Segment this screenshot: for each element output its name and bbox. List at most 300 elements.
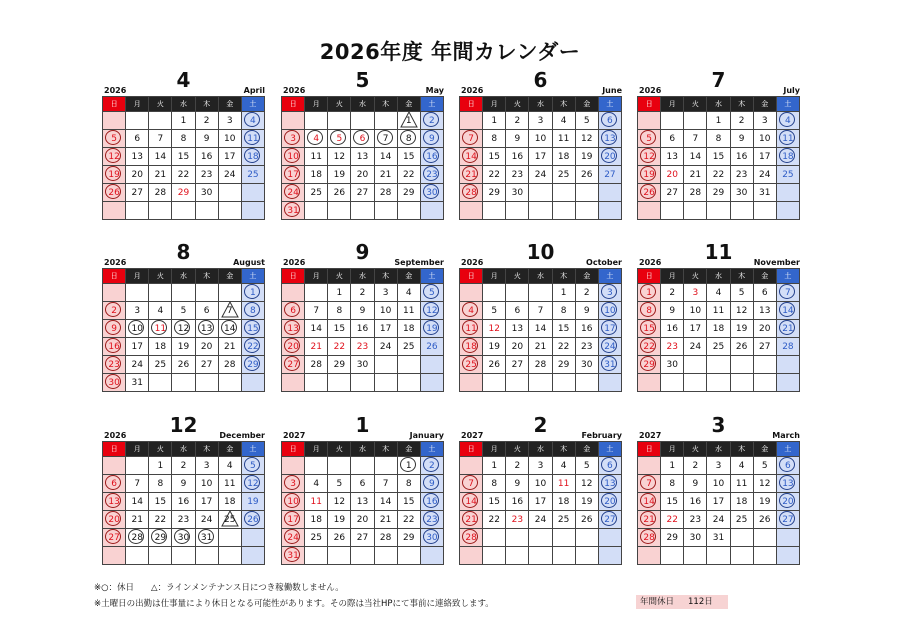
day-cell xyxy=(397,511,420,529)
day-cell xyxy=(218,511,241,529)
day-number: 11 xyxy=(712,305,725,316)
week-row xyxy=(460,338,622,356)
day-number: 29 xyxy=(333,359,346,370)
empty-cell xyxy=(460,457,483,475)
day-cell xyxy=(529,457,552,475)
empty-cell xyxy=(195,547,218,565)
day-cell xyxy=(638,302,661,320)
month-year: 2026 xyxy=(639,86,662,95)
day-number: 14 xyxy=(154,151,167,162)
empty-cell xyxy=(460,374,483,392)
day-cell xyxy=(753,511,776,529)
day-number: 28 xyxy=(465,532,477,543)
day-number: 9 xyxy=(203,133,210,144)
day-cell xyxy=(282,547,305,565)
week-row xyxy=(460,320,622,338)
weekday-header: 日 xyxy=(460,269,483,284)
empty-cell xyxy=(103,457,126,475)
day-number: 15 xyxy=(488,151,500,162)
day-number: 18 xyxy=(557,151,570,162)
day-number: 2 xyxy=(738,115,745,126)
day-cell xyxy=(483,457,506,475)
day-number: 10 xyxy=(759,133,771,144)
day-number: 12 xyxy=(426,305,438,316)
weekday-header: 金 xyxy=(397,269,420,284)
week-row xyxy=(282,112,444,130)
day-cell xyxy=(397,166,420,184)
day-number: 3 xyxy=(715,460,722,471)
day-cell xyxy=(305,130,328,148)
empty-cell xyxy=(420,202,443,220)
day-cell xyxy=(506,302,529,320)
empty-cell xyxy=(776,529,799,547)
week-row xyxy=(638,148,800,166)
day-cell xyxy=(684,130,707,148)
empty-cell xyxy=(684,112,707,130)
day-number: 1 xyxy=(405,115,412,126)
day-number: 4 xyxy=(560,115,567,126)
month-january xyxy=(281,413,444,565)
day-cell xyxy=(529,493,552,511)
day-cell xyxy=(351,130,374,148)
week-row xyxy=(282,475,444,493)
day-cell xyxy=(552,302,575,320)
weekday-header: 土 xyxy=(420,442,443,457)
day-number: 29 xyxy=(712,187,725,198)
weekday-header: 木 xyxy=(195,97,218,112)
day-number: 15 xyxy=(333,323,346,334)
day-cell xyxy=(483,356,506,374)
month-year: 2026 xyxy=(104,86,127,95)
day-cell xyxy=(707,529,730,547)
day-number: 3 xyxy=(290,478,296,489)
day-cell xyxy=(707,130,730,148)
weekday-header: 日 xyxy=(638,269,661,284)
day-cell xyxy=(172,511,195,529)
day-cell xyxy=(328,302,351,320)
day-number: 11 xyxy=(154,323,167,334)
day-cell xyxy=(351,356,374,374)
empty-cell xyxy=(241,202,264,220)
day-cell xyxy=(328,148,351,166)
week-row xyxy=(638,130,800,148)
day-cell xyxy=(149,356,172,374)
day-number: 1 xyxy=(669,460,676,471)
week-row xyxy=(282,547,444,565)
day-number: 6 xyxy=(359,478,366,489)
empty-cell xyxy=(684,374,707,392)
empty-cell xyxy=(149,112,172,130)
day-cell xyxy=(638,475,661,493)
day-number: 23 xyxy=(426,169,438,180)
day-number: 2 xyxy=(692,460,699,471)
month-year: 2027 xyxy=(283,431,306,440)
day-number: 10 xyxy=(131,323,143,334)
week-row xyxy=(638,374,800,392)
month-grid xyxy=(102,96,265,220)
day-cell xyxy=(776,493,799,511)
day-cell xyxy=(420,130,443,148)
day-cell xyxy=(374,302,397,320)
weekday-header: 金 xyxy=(575,442,598,457)
day-cell xyxy=(506,130,529,148)
week-row xyxy=(638,475,800,493)
empty-cell xyxy=(103,284,126,302)
day-number: 22 xyxy=(488,169,500,180)
month-april xyxy=(102,68,265,220)
day-number: 25 xyxy=(712,341,725,352)
day-number: 21 xyxy=(131,514,143,525)
day-cell xyxy=(149,320,172,338)
day-number: 10 xyxy=(689,305,702,316)
day-cell xyxy=(374,320,397,338)
day-number: 2 xyxy=(111,305,117,316)
empty-cell xyxy=(661,112,684,130)
day-cell xyxy=(483,302,506,320)
weekday-header: 火 xyxy=(506,97,529,112)
day-number: 15 xyxy=(177,151,190,162)
week-row xyxy=(103,130,265,148)
day-number: 22 xyxy=(154,514,167,525)
day-number: 18 xyxy=(465,341,477,352)
day-cell xyxy=(638,338,661,356)
day-number: 29 xyxy=(403,187,415,198)
empty-cell xyxy=(730,356,753,374)
day-number: 21 xyxy=(379,169,392,180)
day-cell xyxy=(172,112,195,130)
day-number: 16 xyxy=(511,151,524,162)
empty-cell xyxy=(305,457,328,475)
day-number: 9 xyxy=(738,133,745,144)
day-cell xyxy=(103,130,126,148)
day-number: 27 xyxy=(759,341,771,352)
day-cell xyxy=(172,493,195,511)
day-number: 13 xyxy=(759,305,771,316)
day-number: 17 xyxy=(131,341,143,352)
weekday-header: 土 xyxy=(598,269,621,284)
day-number: 4 xyxy=(157,305,164,316)
day-cell xyxy=(420,457,443,475)
month-number: 4 xyxy=(176,68,191,92)
day-number: 12 xyxy=(333,151,346,162)
day-cell xyxy=(374,184,397,202)
weekday-header: 木 xyxy=(374,442,397,457)
weekday-header: 月 xyxy=(483,269,506,284)
day-number: 5 xyxy=(111,133,117,144)
weekday-header: 火 xyxy=(506,269,529,284)
day-number: 8 xyxy=(646,305,652,316)
day-cell xyxy=(241,320,264,338)
day-cell xyxy=(460,130,483,148)
day-cell xyxy=(397,112,420,130)
day-cell xyxy=(661,148,684,166)
day-number: 19 xyxy=(759,496,771,507)
empty-cell xyxy=(460,284,483,302)
month-number: 6 xyxy=(533,68,548,92)
month-english-name: May xyxy=(425,86,444,95)
day-cell xyxy=(282,202,305,220)
day-number: 26 xyxy=(581,169,593,180)
day-cell xyxy=(305,529,328,547)
empty-cell xyxy=(529,284,552,302)
week-row xyxy=(103,148,265,166)
day-number: 26 xyxy=(247,514,259,525)
month-grid xyxy=(281,268,444,392)
empty-cell xyxy=(149,284,172,302)
weekday-header: 月 xyxy=(483,442,506,457)
day-number: 21 xyxy=(782,323,794,334)
day-number: 5 xyxy=(336,133,343,144)
day-number: 21 xyxy=(379,514,392,525)
day-cell xyxy=(776,130,799,148)
day-cell xyxy=(149,475,172,493)
day-cell xyxy=(684,511,707,529)
day-cell xyxy=(460,166,483,184)
day-cell xyxy=(506,356,529,374)
day-cell xyxy=(661,457,684,475)
weekday-header: 火 xyxy=(149,269,172,284)
weekday-header: 月 xyxy=(305,442,328,457)
day-cell xyxy=(460,511,483,529)
day-number: 1 xyxy=(405,460,412,471)
day-number: 31 xyxy=(604,359,616,370)
day-number: 27 xyxy=(287,359,299,370)
day-number: 25 xyxy=(247,169,259,180)
day-cell xyxy=(575,302,598,320)
day-number: 16 xyxy=(356,323,369,334)
day-cell xyxy=(460,338,483,356)
day-number: 16 xyxy=(177,496,190,507)
annual-holidays-label: 年間休日 xyxy=(640,597,675,607)
day-number: 15 xyxy=(557,323,570,334)
day-number: 3 xyxy=(607,287,613,298)
day-cell xyxy=(195,457,218,475)
day-number: 10 xyxy=(712,478,725,489)
day-cell xyxy=(374,284,397,302)
day-cell xyxy=(707,284,730,302)
empty-cell xyxy=(374,202,397,220)
day-cell xyxy=(506,338,529,356)
day-number: 25 xyxy=(735,514,748,525)
month-grid xyxy=(102,268,265,392)
day-cell xyxy=(529,130,552,148)
empty-cell xyxy=(661,547,684,565)
weekday-header: 土 xyxy=(420,97,443,112)
week-row xyxy=(638,202,800,220)
weekday-header: 水 xyxy=(529,442,552,457)
day-number: 30 xyxy=(511,187,524,198)
day-number: 19 xyxy=(333,514,346,525)
day-cell xyxy=(753,320,776,338)
day-number: 30 xyxy=(108,377,120,388)
day-cell xyxy=(661,529,684,547)
week-row xyxy=(282,202,444,220)
day-number: 23 xyxy=(426,514,438,525)
day-number: 17 xyxy=(224,151,236,162)
day-number: 27 xyxy=(356,187,369,198)
weekday-header: 月 xyxy=(661,442,684,457)
day-cell xyxy=(103,475,126,493)
week-row xyxy=(103,356,265,374)
day-number: 22 xyxy=(666,514,678,525)
day-number: 24 xyxy=(287,532,299,543)
empty-cell xyxy=(575,202,598,220)
day-cell xyxy=(661,493,684,511)
empty-cell xyxy=(684,202,707,220)
day-cell xyxy=(753,166,776,184)
day-cell xyxy=(305,356,328,374)
week-row xyxy=(103,184,265,202)
day-cell xyxy=(126,166,149,184)
month-header xyxy=(637,240,800,268)
day-cell xyxy=(460,356,483,374)
empty-cell xyxy=(374,112,397,130)
weekday-header: 水 xyxy=(172,97,195,112)
day-number: 19 xyxy=(581,151,593,162)
month-year: 2026 xyxy=(639,258,662,267)
day-cell xyxy=(420,529,443,547)
day-number: 7 xyxy=(692,133,699,144)
month-august xyxy=(102,240,265,392)
day-number: 20 xyxy=(356,514,369,525)
day-cell xyxy=(149,493,172,511)
day-cell xyxy=(218,302,241,320)
day-cell xyxy=(707,112,730,130)
day-cell xyxy=(598,130,621,148)
day-number: 20 xyxy=(356,169,369,180)
day-number: 13 xyxy=(108,496,120,507)
day-number: 28 xyxy=(131,532,143,543)
day-number: 31 xyxy=(131,377,143,388)
day-cell xyxy=(730,475,753,493)
day-cell xyxy=(103,356,126,374)
month-year: 2026 xyxy=(104,431,127,440)
week-row xyxy=(282,302,444,320)
day-cell xyxy=(529,112,552,130)
day-cell xyxy=(282,475,305,493)
day-number: 29 xyxy=(154,532,167,543)
day-cell xyxy=(483,338,506,356)
empty-cell xyxy=(506,547,529,565)
weekday-header: 土 xyxy=(241,269,264,284)
day-number: 5 xyxy=(180,305,187,316)
day-number: 22 xyxy=(403,169,415,180)
week-row xyxy=(460,547,622,565)
empty-cell xyxy=(529,184,552,202)
empty-cell xyxy=(351,374,374,392)
day-number: 22 xyxy=(333,341,346,352)
day-number: 13 xyxy=(356,151,369,162)
day-cell xyxy=(776,166,799,184)
month-header xyxy=(102,413,265,441)
day-cell xyxy=(638,284,661,302)
weekday-header: 日 xyxy=(282,269,305,284)
day-cell xyxy=(661,302,684,320)
day-number: 30 xyxy=(689,532,702,543)
day-number: 5 xyxy=(738,287,745,298)
day-number: 27 xyxy=(604,169,616,180)
day-number: 3 xyxy=(226,115,233,126)
empty-cell xyxy=(529,202,552,220)
month-june xyxy=(459,68,622,220)
day-cell xyxy=(241,302,264,320)
day-cell xyxy=(420,302,443,320)
day-cell xyxy=(351,529,374,547)
day-number: 2 xyxy=(429,460,435,471)
day-cell xyxy=(460,320,483,338)
day-number: 11 xyxy=(310,151,322,162)
day-number: 14 xyxy=(534,323,547,334)
weekday-header: 木 xyxy=(374,269,397,284)
weekday-header: 日 xyxy=(460,442,483,457)
day-number: 30 xyxy=(735,187,748,198)
day-number: 29 xyxy=(666,532,678,543)
week-row xyxy=(282,130,444,148)
day-cell xyxy=(241,356,264,374)
day-cell xyxy=(241,166,264,184)
day-number: 24 xyxy=(689,341,702,352)
day-cell xyxy=(598,320,621,338)
empty-cell xyxy=(684,356,707,374)
day-cell xyxy=(753,338,776,356)
day-number: 29 xyxy=(488,187,500,198)
day-cell xyxy=(776,112,799,130)
day-number: 14 xyxy=(379,496,392,507)
empty-cell xyxy=(638,547,661,565)
weekday-header: 月 xyxy=(126,97,149,112)
day-number: 16 xyxy=(511,496,524,507)
day-number: 22 xyxy=(488,514,500,525)
day-number: 28 xyxy=(534,359,547,370)
day-cell xyxy=(460,184,483,202)
day-number: 16 xyxy=(200,151,213,162)
day-number: 7 xyxy=(537,305,544,316)
month-english-name: March xyxy=(772,431,800,440)
day-cell xyxy=(172,320,195,338)
weekday-header: 金 xyxy=(575,97,598,112)
day-cell xyxy=(684,184,707,202)
week-row xyxy=(103,112,265,130)
day-cell xyxy=(420,493,443,511)
day-number: 25 xyxy=(557,169,570,180)
day-cell xyxy=(575,148,598,166)
day-cell xyxy=(397,529,420,547)
day-number: 11 xyxy=(403,305,415,316)
empty-cell xyxy=(328,374,351,392)
day-cell xyxy=(149,184,172,202)
empty-cell xyxy=(420,374,443,392)
day-number: 23 xyxy=(511,169,524,180)
weekday-header: 日 xyxy=(103,269,126,284)
day-number: 19 xyxy=(333,169,346,180)
day-cell xyxy=(483,166,506,184)
day-number: 9 xyxy=(180,478,187,489)
day-cell xyxy=(420,112,443,130)
day-number: 28 xyxy=(379,187,392,198)
day-number: 22 xyxy=(403,514,415,525)
day-cell xyxy=(420,320,443,338)
day-number: 26 xyxy=(333,532,346,543)
day-cell xyxy=(351,338,374,356)
day-number: 5 xyxy=(583,115,590,126)
day-number: 14 xyxy=(689,151,702,162)
day-number: 23 xyxy=(666,341,678,352)
empty-cell xyxy=(397,374,420,392)
empty-cell xyxy=(598,529,621,547)
day-cell xyxy=(282,148,305,166)
day-number: 14 xyxy=(465,496,477,507)
day-cell xyxy=(776,320,799,338)
